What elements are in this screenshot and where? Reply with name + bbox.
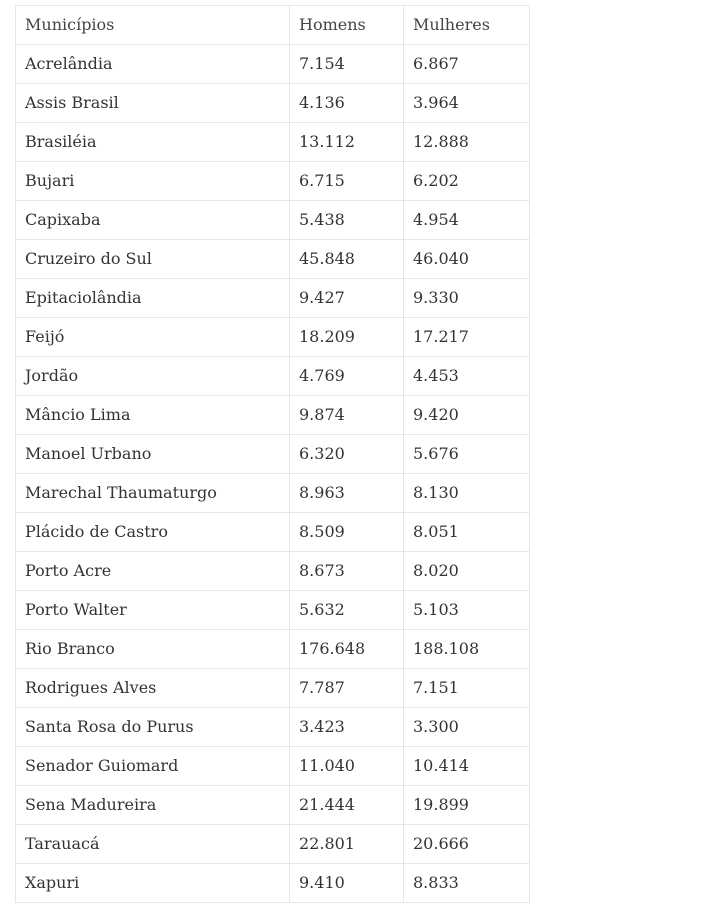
municipio-cell: Epitaciolândia [16,279,290,318]
table-row [16,84,530,123]
homens-cell: 22.801 [290,825,404,864]
homens-cell: 6.715 [290,162,404,201]
table-body [16,6,530,903]
municipio-cell: Assis Brasil [16,84,290,123]
table-row [16,786,530,825]
homens-cell: 7.154 [290,45,404,84]
mulheres-cell: 5.103 [404,591,530,630]
homens-cell: 45.848 [290,240,404,279]
table-row [16,864,530,903]
municipio-cell: Tarauacá [16,825,290,864]
table-row [16,162,530,201]
mulheres-cell: 10.414 [404,747,530,786]
mulheres-cell: 9.330 [404,279,530,318]
mulheres-cell: 19.899 [404,786,530,825]
mulheres-cell: 188.108 [404,630,530,669]
municipio-cell: Sena Madureira [16,786,290,825]
mulheres-cell: 4.453 [404,357,530,396]
municipio-cell: Capixaba [16,201,290,240]
mulheres-cell: 46.040 [404,240,530,279]
homens-cell: 21.444 [290,786,404,825]
header-mulheres: Mulheres [404,6,530,45]
homens-cell: 8.673 [290,552,404,591]
municipio-cell: Manoel Urbano [16,435,290,474]
mulheres-cell: 12.888 [404,123,530,162]
mulheres-cell: 6.867 [404,45,530,84]
municipio-cell: Brasiléia [16,123,290,162]
mulheres-cell: 5.676 [404,435,530,474]
header-homens: Homens [290,6,404,45]
mulheres-cell: 8.833 [404,864,530,903]
municipio-cell: Plácido de Castro [16,513,290,552]
header-municipios: Municípios [16,6,290,45]
homens-cell: 8.509 [290,513,404,552]
homens-cell: 5.632 [290,591,404,630]
municipio-cell: Rio Branco [16,630,290,669]
population-table [15,5,530,903]
municipio-cell: Xapuri [16,864,290,903]
table-row [16,123,530,162]
homens-cell: 9.410 [290,864,404,903]
municipio-cell: Santa Rosa do Purus [16,708,290,747]
municipio-cell: Marechal Thaumaturgo [16,474,290,513]
homens-cell: 4.769 [290,357,404,396]
municipio-cell: Porto Acre [16,552,290,591]
municipio-cell: Jordão [16,357,290,396]
table-row [16,45,530,84]
mulheres-cell: 20.666 [404,825,530,864]
mulheres-cell: 4.954 [404,201,530,240]
table-row [16,669,530,708]
table-row [16,591,530,630]
homens-cell: 9.427 [290,279,404,318]
mulheres-cell: 8.051 [404,513,530,552]
table-row [16,747,530,786]
mulheres-cell: 8.020 [404,552,530,591]
municipio-cell: Porto Walter [16,591,290,630]
mulheres-cell: 6.202 [404,162,530,201]
mulheres-cell: 17.217 [404,318,530,357]
homens-cell: 176.648 [290,630,404,669]
homens-cell: 9.874 [290,396,404,435]
municipio-cell: Bujari [16,162,290,201]
table-row [16,240,530,279]
table-row [16,825,530,864]
homens-cell: 6.320 [290,435,404,474]
table-row [16,396,530,435]
table-header-row [16,6,530,45]
mulheres-cell: 3.964 [404,84,530,123]
homens-cell: 8.963 [290,474,404,513]
table-row [16,474,530,513]
mulheres-cell: 8.130 [404,474,530,513]
mulheres-cell: 3.300 [404,708,530,747]
homens-cell: 3.423 [290,708,404,747]
municipio-cell: Cruzeiro do Sul [16,240,290,279]
table-row [16,435,530,474]
table-row [16,708,530,747]
table-row [16,513,530,552]
municipio-cell: Rodrigues Alves [16,669,290,708]
table-row [16,279,530,318]
municipio-cell: Mâncio Lima [16,396,290,435]
homens-cell: 5.438 [290,201,404,240]
table-row [16,357,530,396]
mulheres-cell: 7.151 [404,669,530,708]
homens-cell: 7.787 [290,669,404,708]
table-row [16,201,530,240]
homens-cell: 18.209 [290,318,404,357]
mulheres-cell: 9.420 [404,396,530,435]
population-table-container [15,5,529,903]
table-row [16,630,530,669]
table-row [16,318,530,357]
homens-cell: 4.136 [290,84,404,123]
municipio-cell: Acrelândia [16,45,290,84]
table-row [16,552,530,591]
homens-cell: 13.112 [290,123,404,162]
municipio-cell: Senador Guiomard [16,747,290,786]
homens-cell: 11.040 [290,747,404,786]
municipio-cell: Feijó [16,318,290,357]
